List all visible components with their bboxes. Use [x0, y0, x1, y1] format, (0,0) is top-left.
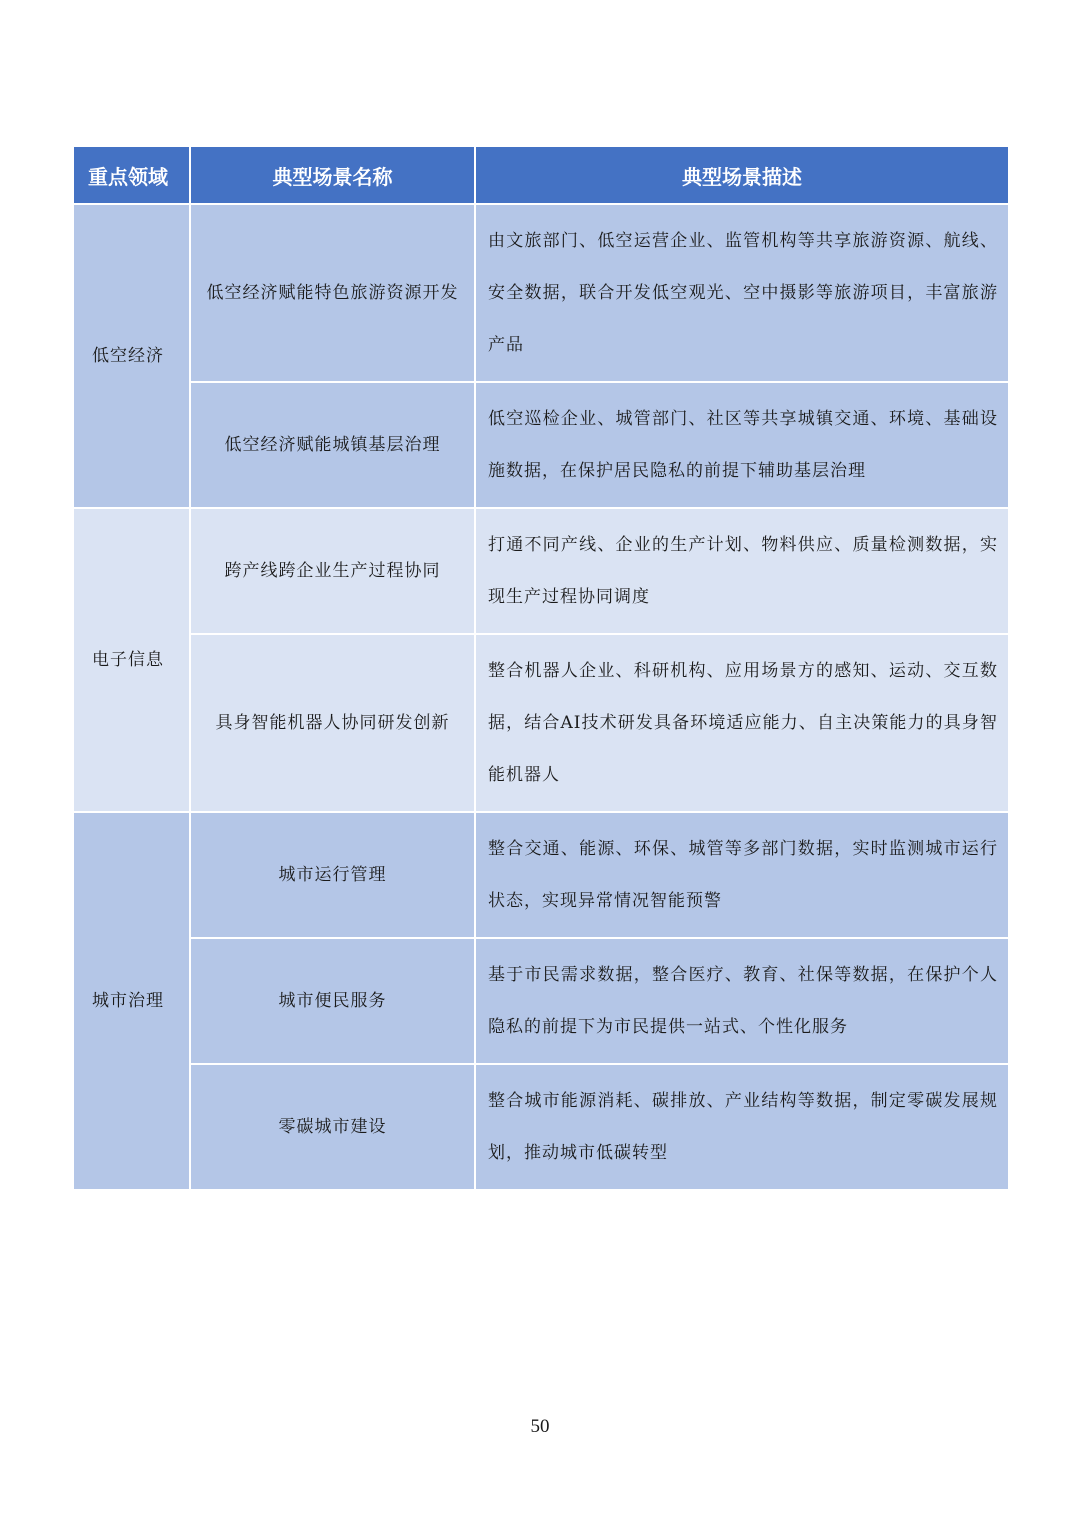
scene-name-cell: 低空经济赋能城镇基层治理: [190, 382, 475, 508]
table-row: [73, 1064, 1009, 1190]
scene-description-cell: 基于市民需求数据，整合医疗、教育、社保等数据，在保护个人隐私的前提下为市民提供一站式、个性化服务: [475, 938, 1009, 1064]
scene-description-cell: 整合机器人企业、科研机构、应用场景方的感知、运动、交互数据，结合AI技术研发具备环境适应能力、自主决策能力的具身智能机器人: [475, 634, 1009, 812]
domain-cell: 城市治理: [73, 812, 190, 1190]
scene-name-cell: 城市便民服务: [190, 938, 475, 1064]
table-row: [73, 508, 1009, 634]
scene-table: [72, 145, 1010, 1191]
scene-description-cell: 打通不同产线、企业的生产计划、物料供应、质量检测数据，实现生产过程协同调度: [475, 508, 1009, 634]
header-scene-description: 典型场景描述: [475, 146, 1009, 204]
scene-description-cell: 由文旅部门、低空运营企业、监管机构等共享旅游资源、航线、安全数据，联合开发低空观光、空中摄影等旅游项目，丰富旅游产品: [475, 204, 1009, 382]
scene-description-cell: 整合城市能源消耗、碳排放、产业结构等数据，制定零碳发展规划，推动城市低碳转型: [475, 1064, 1009, 1190]
table-row: [73, 938, 1009, 1064]
scene-name-cell: 零碳城市建设: [190, 1064, 475, 1190]
scene-name-cell: 城市运行管理: [190, 812, 475, 938]
header-domain: 重点领域: [73, 146, 190, 204]
table-row: [73, 204, 1009, 382]
domain-cell: 低空经济: [73, 204, 190, 508]
scene-name-cell: 具身智能机器人协同研发创新: [190, 634, 475, 812]
scene-name-cell: 低空经济赋能特色旅游资源开发: [190, 204, 475, 382]
scene-name-cell: 跨产线跨企业生产过程协同: [190, 508, 475, 634]
domain-cell: 电子信息: [73, 508, 190, 812]
scene-description-cell: 整合交通、能源、环保、城管等多部门数据，实时监测城市运行状态，实现异常情况智能预警: [475, 812, 1009, 938]
header-scene-name: 典型场景名称: [190, 146, 475, 204]
table-row: [73, 634, 1009, 812]
scene-description-cell: 低空巡检企业、城管部门、社区等共享城镇交通、环境、基础设施数据，在保护居民隐私的前提下辅助基层治理: [475, 382, 1009, 508]
page-number: 50: [530, 1416, 550, 1437]
table-row: [73, 812, 1009, 938]
table-header-row: [73, 146, 1009, 204]
table-row: [73, 382, 1009, 508]
